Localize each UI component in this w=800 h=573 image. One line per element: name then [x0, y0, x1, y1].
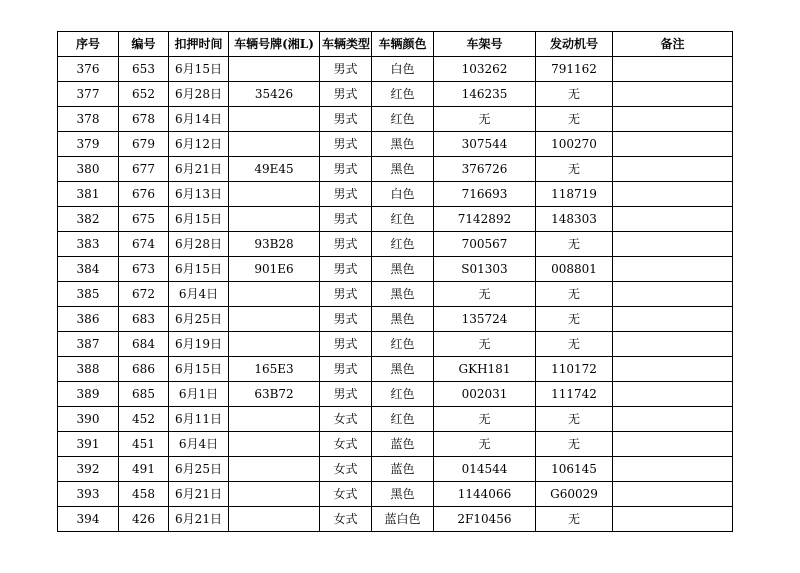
cell-engine-number: 无: [536, 82, 613, 107]
cell-serial: 392: [58, 457, 119, 482]
cell-frame-number: 700567: [434, 232, 536, 257]
cell-frame-number: 103262: [434, 57, 536, 82]
cell-vehicle-color: 黑色: [372, 307, 434, 332]
cell-serial: 394: [58, 507, 119, 532]
cell-plate: 93B28: [229, 232, 320, 257]
cell-remark: [613, 107, 733, 132]
cell-vehicle-type: 男式: [320, 332, 372, 357]
cell-frame-number: 2F10456: [434, 507, 536, 532]
cell-serial: 376: [58, 57, 119, 82]
cell-seizure-date: 6月28日: [169, 232, 229, 257]
cell-plate: [229, 57, 320, 82]
cell-vehicle-type: 男式: [320, 382, 372, 407]
cell-remark: [613, 157, 733, 182]
table-row: [58, 107, 733, 132]
cell-plate: [229, 457, 320, 482]
cell-serial: 380: [58, 157, 119, 182]
cell-vehicle-color: 黑色: [372, 157, 434, 182]
cell-engine-number: 无: [536, 307, 613, 332]
cell-frame-number: 无: [434, 332, 536, 357]
cell-remark: [613, 382, 733, 407]
cell-number: 458: [119, 482, 169, 507]
table-row: [58, 57, 733, 82]
cell-number: 652: [119, 82, 169, 107]
cell-plate: [229, 182, 320, 207]
cell-frame-number: 7142892: [434, 207, 536, 232]
cell-number: 679: [119, 132, 169, 157]
table-row: [58, 132, 733, 157]
cell-engine-number: 100270: [536, 132, 613, 157]
cell-engine-number: 无: [536, 407, 613, 432]
cell-remark: [613, 482, 733, 507]
cell-plate: 35426: [229, 82, 320, 107]
cell-serial: 382: [58, 207, 119, 232]
cell-frame-number: 014544: [434, 457, 536, 482]
cell-vehicle-color: 红色: [372, 407, 434, 432]
cell-seizure-date: 6月21日: [169, 157, 229, 182]
cell-seizure-date: 6月13日: [169, 182, 229, 207]
cell-remark: [613, 232, 733, 257]
cell-number: 451: [119, 432, 169, 457]
cell-serial: 377: [58, 82, 119, 107]
cell-vehicle-type: 男式: [320, 82, 372, 107]
table-row: [58, 407, 733, 432]
cell-seizure-date: 6月15日: [169, 357, 229, 382]
cell-frame-number: 无: [434, 282, 536, 307]
cell-seizure-date: 6月14日: [169, 107, 229, 132]
cell-engine-number: 无: [536, 432, 613, 457]
table-row: [58, 432, 733, 457]
cell-frame-number: 135724: [434, 307, 536, 332]
cell-plate: 63B72: [229, 382, 320, 407]
table-row: [58, 507, 733, 532]
column-header-remark: 备注: [613, 32, 733, 57]
cell-serial: 393: [58, 482, 119, 507]
cell-number: 685: [119, 382, 169, 407]
cell-plate: [229, 332, 320, 357]
table-row: [58, 82, 733, 107]
table-row: [58, 182, 733, 207]
column-header-serial: 序号: [58, 32, 119, 57]
cell-number: 675: [119, 207, 169, 232]
cell-seizure-date: 6月11日: [169, 407, 229, 432]
cell-engine-number: 无: [536, 157, 613, 182]
cell-number: 673: [119, 257, 169, 282]
cell-plate: [229, 407, 320, 432]
cell-serial: 391: [58, 432, 119, 457]
table-row: [58, 332, 733, 357]
cell-vehicle-type: 男式: [320, 282, 372, 307]
table-row: [58, 232, 733, 257]
cell-remark: [613, 357, 733, 382]
cell-vehicle-type: 男式: [320, 182, 372, 207]
cell-number: 672: [119, 282, 169, 307]
cell-serial: 385: [58, 282, 119, 307]
cell-frame-number: 146235: [434, 82, 536, 107]
cell-number: 677: [119, 157, 169, 182]
cell-vehicle-color: 蓝白色: [372, 507, 434, 532]
cell-serial: 381: [58, 182, 119, 207]
cell-number: 686: [119, 357, 169, 382]
cell-engine-number: 118719: [536, 182, 613, 207]
cell-vehicle-type: 女式: [320, 457, 372, 482]
table-row: [58, 257, 733, 282]
cell-remark: [613, 282, 733, 307]
cell-vehicle-color: 白色: [372, 57, 434, 82]
cell-vehicle-type: 女式: [320, 432, 372, 457]
cell-vehicle-type: 男式: [320, 307, 372, 332]
cell-frame-number: GKH181: [434, 357, 536, 382]
cell-vehicle-type: 男式: [320, 157, 372, 182]
cell-engine-number: 无: [536, 507, 613, 532]
cell-vehicle-color: 黑色: [372, 482, 434, 507]
cell-vehicle-color: 红色: [372, 332, 434, 357]
cell-vehicle-type: 男式: [320, 232, 372, 257]
cell-number: 684: [119, 332, 169, 357]
cell-number: 678: [119, 107, 169, 132]
cell-plate: 49E45: [229, 157, 320, 182]
cell-number: 426: [119, 507, 169, 532]
cell-engine-number: 111742: [536, 382, 613, 407]
cell-vehicle-color: 红色: [372, 107, 434, 132]
table-row: [58, 482, 733, 507]
cell-frame-number: 无: [434, 432, 536, 457]
cell-plate: [229, 482, 320, 507]
cell-engine-number: 148303: [536, 207, 613, 232]
cell-engine-number: G60029: [536, 482, 613, 507]
cell-serial: 378: [58, 107, 119, 132]
cell-serial: 387: [58, 332, 119, 357]
cell-plate: [229, 132, 320, 157]
cell-frame-number: 716693: [434, 182, 536, 207]
cell-remark: [613, 332, 733, 357]
cell-serial: 389: [58, 382, 119, 407]
cell-remark: [613, 82, 733, 107]
cell-vehicle-color: 黑色: [372, 282, 434, 307]
cell-vehicle-color: 黑色: [372, 257, 434, 282]
cell-serial: 386: [58, 307, 119, 332]
cell-seizure-date: 6月12日: [169, 132, 229, 157]
cell-remark: [613, 407, 733, 432]
cell-vehicle-type: 男式: [320, 257, 372, 282]
cell-seizure-date: 6月21日: [169, 482, 229, 507]
column-header-vehicle-type: 车辆类型: [320, 32, 372, 57]
table-body: [58, 57, 733, 532]
cell-plate: [229, 282, 320, 307]
column-header-engine-number: 发动机号: [536, 32, 613, 57]
cell-plate: [229, 307, 320, 332]
cell-remark: [613, 507, 733, 532]
cell-seizure-date: 6月4日: [169, 432, 229, 457]
cell-remark: [613, 307, 733, 332]
cell-number: 653: [119, 57, 169, 82]
cell-serial: 383: [58, 232, 119, 257]
cell-plate: [229, 432, 320, 457]
cell-frame-number: 1144066: [434, 482, 536, 507]
table-row: [58, 457, 733, 482]
cell-vehicle-type: 女式: [320, 507, 372, 532]
cell-engine-number: 无: [536, 232, 613, 257]
cell-remark: [613, 207, 733, 232]
table-row: [58, 282, 733, 307]
cell-plate: 901E6: [229, 257, 320, 282]
cell-number: 676: [119, 182, 169, 207]
cell-vehicle-type: 女式: [320, 407, 372, 432]
cell-frame-number: 307544: [434, 132, 536, 157]
cell-number: 674: [119, 232, 169, 257]
cell-serial: 379: [58, 132, 119, 157]
cell-engine-number: 008801: [536, 257, 613, 282]
cell-vehicle-type: 女式: [320, 482, 372, 507]
cell-plate: [229, 207, 320, 232]
cell-engine-number: 无: [536, 282, 613, 307]
cell-vehicle-color: 黑色: [372, 357, 434, 382]
cell-vehicle-color: 红色: [372, 82, 434, 107]
cell-remark: [613, 457, 733, 482]
cell-seizure-date: 6月19日: [169, 332, 229, 357]
cell-remark: [613, 257, 733, 282]
cell-seizure-date: 6月15日: [169, 57, 229, 82]
cell-vehicle-type: 男式: [320, 357, 372, 382]
cell-number: 452: [119, 407, 169, 432]
cell-frame-number: 376726: [434, 157, 536, 182]
cell-plate: 165E3: [229, 357, 320, 382]
column-header-number: 编号: [119, 32, 169, 57]
header-row: [58, 32, 733, 57]
cell-remark: [613, 182, 733, 207]
cell-seizure-date: 6月25日: [169, 307, 229, 332]
cell-seizure-date: 6月15日: [169, 257, 229, 282]
cell-seizure-date: 6月1日: [169, 382, 229, 407]
table-row: [58, 382, 733, 407]
column-header-plate: 车辆号牌(湘L): [229, 32, 320, 57]
table-row: [58, 307, 733, 332]
table-row: [58, 207, 733, 232]
cell-remark: [613, 432, 733, 457]
cell-vehicle-color: 红色: [372, 207, 434, 232]
cell-plate: [229, 507, 320, 532]
cell-number: 491: [119, 457, 169, 482]
vehicle-seizure-table: [57, 31, 733, 532]
column-header-seizure-date: 扣押时间: [169, 32, 229, 57]
cell-frame-number: 无: [434, 107, 536, 132]
cell-vehicle-color: 蓝色: [372, 432, 434, 457]
cell-frame-number: S01303: [434, 257, 536, 282]
cell-remark: [613, 132, 733, 157]
cell-seizure-date: 6月21日: [169, 507, 229, 532]
cell-number: 683: [119, 307, 169, 332]
cell-seizure-date: 6月25日: [169, 457, 229, 482]
cell-vehicle-color: 红色: [372, 232, 434, 257]
column-header-frame-number: 车架号: [434, 32, 536, 57]
cell-plate: [229, 107, 320, 132]
cell-vehicle-type: 男式: [320, 132, 372, 157]
cell-engine-number: 106145: [536, 457, 613, 482]
cell-frame-number: 002031: [434, 382, 536, 407]
cell-serial: 390: [58, 407, 119, 432]
cell-vehicle-type: 男式: [320, 57, 372, 82]
cell-seizure-date: 6月15日: [169, 207, 229, 232]
cell-engine-number: 无: [536, 332, 613, 357]
cell-serial: 384: [58, 257, 119, 282]
cell-vehicle-type: 男式: [320, 207, 372, 232]
table-row: [58, 157, 733, 182]
cell-seizure-date: 6月28日: [169, 82, 229, 107]
cell-engine-number: 791162: [536, 57, 613, 82]
cell-engine-number: 110172: [536, 357, 613, 382]
cell-vehicle-type: 男式: [320, 107, 372, 132]
cell-seizure-date: 6月4日: [169, 282, 229, 307]
cell-remark: [613, 57, 733, 82]
column-header-vehicle-color: 车辆颜色: [372, 32, 434, 57]
cell-vehicle-color: 黑色: [372, 132, 434, 157]
cell-vehicle-color: 白色: [372, 182, 434, 207]
table-row: [58, 357, 733, 382]
cell-serial: 388: [58, 357, 119, 382]
cell-vehicle-color: 蓝色: [372, 457, 434, 482]
cell-vehicle-color: 红色: [372, 382, 434, 407]
cell-engine-number: 无: [536, 107, 613, 132]
cell-frame-number: 无: [434, 407, 536, 432]
